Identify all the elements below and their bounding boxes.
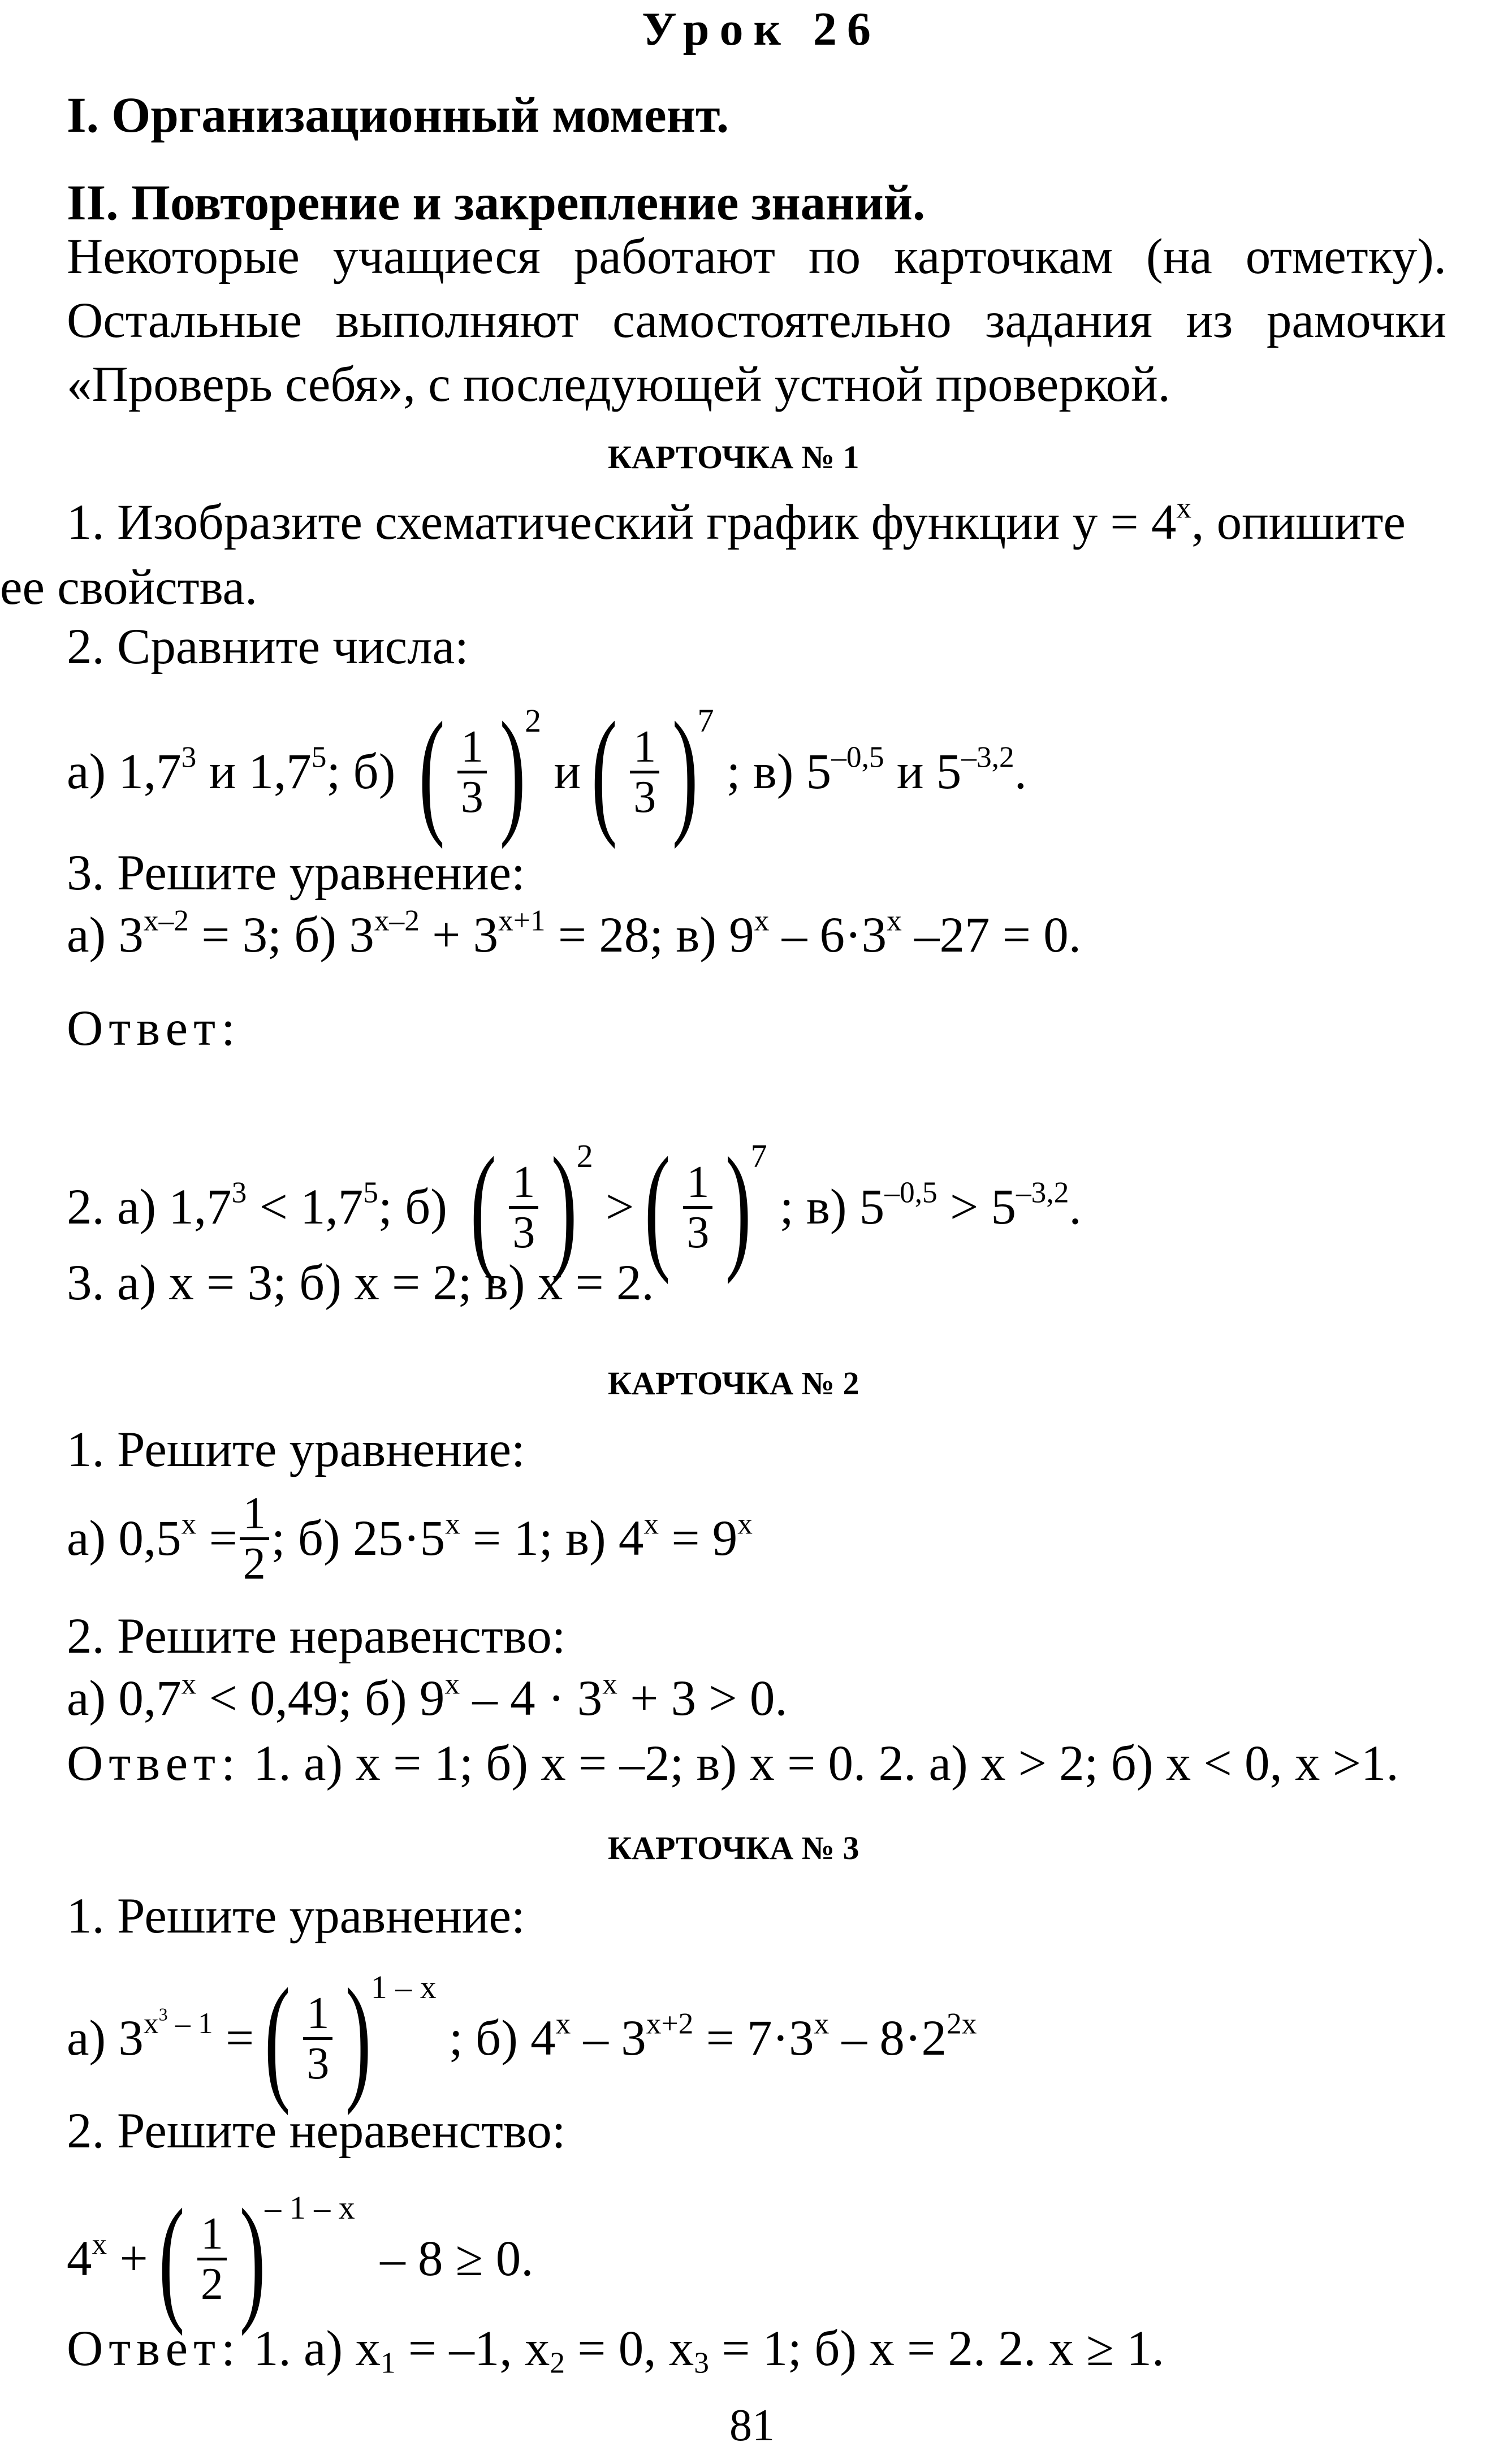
intro-paragraph: Некоторые учащиеся работают по карточкам (на отметку). Остальные выполняют самостоятельно задания из рамочки «Проверь себя», с последующей устной проверкой. — [67, 229, 1446, 412]
card1-task2-a: а) $1,7^3$ и $1,7^5$; б) — [67, 740, 408, 799]
fraction-one-third-seventh: ( $\frac{1}{3}$ ) 7 — [591, 693, 714, 850]
superscript: x — [1176, 490, 1192, 525]
card1-answer-label: Ответ: — [67, 1001, 241, 1056]
card2-task2-heading: 2. Решите неравенство: — [67, 1609, 566, 1664]
card3-task1-heading: 1. Решите уравнение: — [67, 1888, 525, 1944]
fraction-one-third-squared-answer: ( $\frac{1}{3}$ ) 2 — [470, 1129, 593, 1285]
card2-answer — [67, 1736, 1399, 1791]
card1-task1-text: 1. Изобразите схематический график функции у = 4 — [67, 495, 1177, 550]
card3-eq-a: а) $3^{х^3 - 1}$ = — [67, 2004, 254, 2066]
card3-task2-heading: 2. Решите неравенство: — [67, 2103, 566, 2159]
card2-eq-bc: ; б) $25\cdot 5^х = 1$; в) $4^х = 9^х$ — [271, 1506, 753, 1566]
card3-task1-equations — [67, 1960, 977, 2116]
card3-heading: КАРТОЧКА № 3 — [608, 1830, 859, 1866]
card2-eq-a: а) $0,5^х$ = — [67, 1506, 237, 1566]
card1-task3-heading: 3. Решите уравнение: — [67, 845, 525, 901]
card1-task3-equations: а) $3^{х-2} = 3$; б) $3^{х-2} + 3^{х+1} = 28$; в) $9^х - 6\cdot 3^х$ –27 = 0. — [67, 903, 1081, 963]
fraction-one-half-power: ( $\frac{1}{2}$ ) – 1 – х — [158, 2180, 355, 2337]
fraction-one-third-power-1-x: ( $\frac{1}{3}$ ) 1 – х — [264, 1960, 437, 2116]
card3-eq-b: ; б) $4^х - 3^{х+2} = 7\cdot 3^х - 8\cdot 2^{2х}$ — [436, 2006, 977, 2066]
card3-task2-inequality — [67, 2180, 534, 2337]
card2-task1-equations — [67, 1490, 753, 1588]
card1-task1-line1 — [67, 490, 1446, 550]
card1-task1-line2: ее свойства. — [0, 560, 258, 615]
card2-task1-heading: 1. Решите уравнение: — [67, 1422, 525, 1477]
and-word: и — [541, 743, 581, 799]
card3-ineq-b: – 8 ≥ 0. — [355, 2230, 534, 2286]
page-number: 81 — [729, 2401, 775, 2450]
card1-heading: КАРТОЧКА № 1 — [608, 439, 859, 475]
card1-answer2-c: ; в) $5^{-0,5} > 5^{-3,2}$. — [767, 1175, 1082, 1235]
section-review: II. Повторение и закрепление знаний. — [67, 175, 926, 231]
card1-answer2-a: 2. а) $1,7^3 < 1,7^5$; б) — [67, 1175, 460, 1235]
lesson-title: Урок 26 — [642, 3, 881, 55]
section-organizational: I. Организационный момент. — [67, 88, 729, 143]
card2-answer-text: 1. а) х = 1; б) х = –2; в) х = 0. 2. а) х > 2; б) х < 0, х >1. — [253, 1736, 1399, 1791]
card3-answer — [67, 2321, 1165, 2380]
card3-answer-label: Ответ: — [67, 2321, 241, 2376]
card3-ineq-a: $4^х$ + — [67, 2227, 148, 2286]
card3-answer-text: 1. а) $х_1 = -1$, $х_2 = 0$, $х_3 = 1$; б) х = 2. 2. х ≥ 1. — [253, 2321, 1165, 2380]
greater-sign: > — [593, 1179, 634, 1235]
fraction-one-third-squared: ( $\frac{1}{3}$ ) 2 — [418, 693, 542, 850]
card2-heading: КАРТОЧКА № 2 — [608, 1365, 859, 1402]
card1-answer3: 3. а) х = 3; б) х = 2; в) х = 2. — [67, 1255, 654, 1311]
card1-task2-items — [67, 693, 1027, 850]
card1-task2-c: ; в) $5^{-0,5}$ и $5^{-3,2}$. — [714, 740, 1027, 799]
card2-answer-label: Ответ: — [67, 1736, 241, 1791]
card2-task2-inequalities: а) $0,7^х < 0,49$; б) $9^х - 4 \cdot 3^х + 3 > 0$. — [67, 1666, 788, 1726]
fraction-one-half: $\frac{1}{2}$ — [240, 1490, 269, 1588]
fraction-one-third-seventh-answer: ( $\frac{1}{3}$ ) 7 — [644, 1129, 767, 1285]
card1-task2-heading: 2. Сравните числа: — [67, 619, 469, 675]
card1-task1-text-end: , опишите — [1191, 495, 1406, 550]
